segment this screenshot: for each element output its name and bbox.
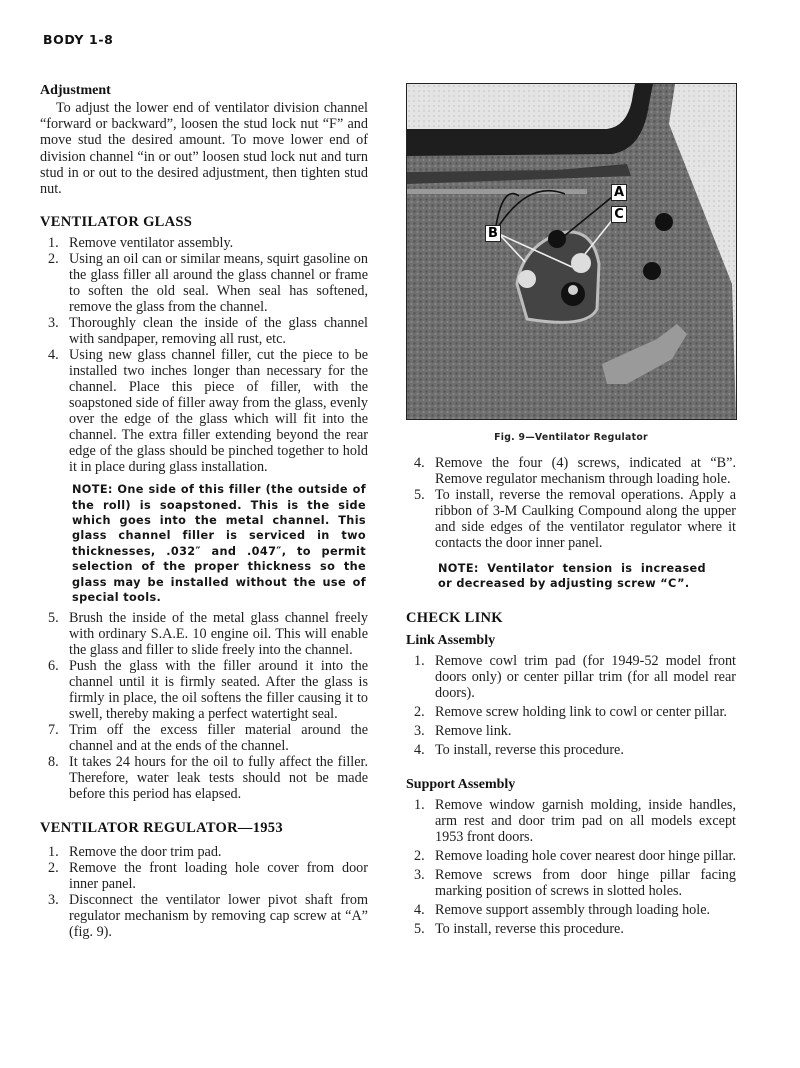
step-text: Using new glass channel filler, cut the piece to be installed two inches longer than necessary for the channel. Place this piece of filler, with the soapstoned side of filler away from the glass, evenly over the edge of the glass which will fit into the channel. The extra filler extending beyond the rear edge of the glass should be pinched together to hold it in place during glass installation. — [69, 347, 368, 476]
step-item — [40, 860, 368, 892]
screw-b-lower-left — [518, 270, 536, 288]
step-text: It takes 24 hours for the oil to fully affect the filler. Therefore, water leak tests should not be made before this period has elapsed. — [69, 754, 368, 803]
step-number: 1. — [48, 235, 59, 252]
ventilator-glass-heading: VENTILATOR GLASS — [40, 214, 193, 231]
step-number: 4. — [414, 741, 425, 758]
step-item — [406, 723, 736, 739]
step-number: 8. — [48, 754, 59, 771]
step-number: 5. — [48, 610, 59, 627]
step-item — [40, 722, 368, 754]
step-number: 3. — [48, 892, 59, 909]
ventilator-glass-note: NOTE: One side of this filler (the outside of the roll) is soapstoned. This is the side which goes into the metal channel. This glass channel filler is serviced in two thicknesses, .032″ and .047″, to permit selection of the proper thickness so the glass may be installed without the use of special tools. — [72, 483, 366, 605]
step-text: Remove loading hole cover nearest door hinge pillar. — [435, 847, 736, 864]
step-text: Using an oil can or similar means, squirt gasoline on the glass filler all around the glass channel or frame to soften the old seal. When seal has softened, remove the glass from the channel. — [69, 251, 368, 316]
pivot-shaft — [568, 285, 578, 295]
ventilator-glass-steps-a — [40, 235, 368, 475]
step-item — [40, 892, 368, 940]
callout-a: A — [611, 184, 627, 201]
step-item — [40, 347, 368, 475]
step-number: 3. — [414, 722, 425, 739]
step-item — [406, 902, 736, 918]
ventilator-glass-steps-b — [40, 610, 368, 802]
step-number: 4. — [414, 901, 425, 918]
step-text: Brush the inside of the metal glass channel freely with ordinary S.A.E. 10 engine oil. This will enable the glass and filler to slide freely into the channel. — [69, 610, 368, 659]
adjustment-text: To adjust the lower end of ventilator division channel “forward or backward”, loosen the stud lock nut “F” and move stud the desired amount. To move lower end of division channel “in or out” loosen stud lock nut and turn stud in or out to the desired adjustment, then tighten stud nut. — [40, 100, 368, 198]
step-number: 2. — [414, 703, 425, 720]
ventilator-regulator-photo — [406, 83, 737, 420]
screw-c — [571, 253, 591, 273]
step-item — [40, 610, 368, 658]
step-text: To install, reverse this procedure. — [435, 920, 624, 937]
step-item — [406, 742, 736, 758]
ventilator-regulator-steps-a — [40, 844, 368, 940]
step-item — [406, 487, 736, 551]
panel-hole-lower — [643, 262, 661, 280]
step-text: Remove support assembly through loading hole. — [435, 901, 711, 918]
step-number: 3. — [414, 866, 425, 883]
figure-caption: Fig. 9—Ventilator Regulator — [494, 432, 648, 443]
step-item — [406, 921, 736, 937]
step-text: Remove cowl trim pad (for 1949-52 model front doors only) or center pillar trim (for all model rear doors). — [435, 652, 736, 701]
step-text: Disconnect the ventilator lower pivot shaft from regulator mechanism by removing cap screw at “A” (fig. 9). — [69, 892, 368, 941]
step-item — [406, 797, 736, 845]
step-item — [40, 754, 368, 802]
step-text: Trim off the excess filler material around the channel and at the ends of the channel. — [69, 722, 368, 755]
ventilator-regulator-heading: VENTILATOR REGULATOR—1953 — [40, 820, 283, 837]
support-assembly-steps — [406, 797, 736, 937]
right-column — [406, 83, 736, 940]
step-number: 2. — [48, 860, 59, 877]
callout-b: B — [485, 225, 501, 242]
left-column — [40, 83, 368, 940]
panel-hole-upper — [655, 213, 673, 231]
link-assembly-steps — [406, 653, 736, 758]
cap-screw-hole-a — [548, 230, 566, 248]
step-text: Remove link. — [435, 722, 512, 739]
callout-c: C — [611, 206, 627, 223]
step-text: Remove window garnish molding, inside handles, arm rest and door trim pad on all models except 1953 front doors. — [435, 796, 736, 845]
page-header: BODY 1-8 — [43, 32, 114, 47]
check-link-heading: CHECK LINK — [406, 609, 503, 626]
step-item — [406, 653, 736, 701]
adjustment-heading: Adjustment — [40, 83, 111, 98]
step-number: 1. — [414, 652, 425, 669]
step-number: 7. — [48, 722, 59, 739]
step-item — [406, 455, 736, 487]
step-number: 6. — [48, 658, 59, 675]
step-number: 4. — [414, 455, 425, 471]
step-item — [40, 235, 368, 251]
step-number: 2. — [414, 847, 425, 864]
support-assembly-heading: Support Assembly — [406, 776, 516, 792]
step-text: Remove the door trim pad. — [69, 844, 222, 861]
step-item — [40, 844, 368, 860]
door-panel-illustration — [407, 84, 736, 419]
step-text: Remove ventilator assembly. — [69, 235, 234, 252]
step-item — [406, 704, 736, 720]
step-item — [40, 315, 368, 347]
step-text: Remove screws from door hinge pillar facing marking position of screws in slotted holes. — [435, 866, 736, 899]
ventilator-regulator-steps-b — [406, 455, 736, 551]
step-item — [406, 867, 736, 899]
step-number: 1. — [414, 796, 425, 813]
step-number: 5. — [414, 920, 425, 937]
step-number: 5. — [414, 487, 425, 503]
step-text: Remove screw holding link to cowl or center pillar. — [435, 703, 727, 720]
step-item — [406, 848, 736, 864]
step-number: 3. — [48, 315, 59, 332]
link-assembly-heading: Link Assembly — [406, 632, 496, 648]
step-text: Push the glass with the filler around it into the channel until it is firmly seated. After the glass is firmly in place, the oil softens the filler causing it to swell, thereby making a perfect watertight seal. — [69, 658, 368, 723]
step-number: 2. — [48, 251, 59, 268]
step-number: 4. — [48, 347, 59, 364]
step-text: Thoroughly clean the inside of the glass channel with sandpaper, removing all rust, etc. — [69, 315, 368, 348]
step-text: Remove the four (4) screws, indicated at “B”. Remove regulator mechanism through loading hole. — [435, 455, 736, 487]
ventilator-regulator-note: NOTE: Ventilator tension is increased or decreased by adjusting screw “C”. — [438, 562, 706, 591]
step-text: To install, reverse this procedure. — [435, 741, 624, 758]
step-item — [40, 658, 368, 722]
step-text: To install, reverse the removal operations. Apply a ribbon of 3-M Caulking Compound along the upper and side edges of the ventilator regulator where it contacts the door inner panel. — [435, 487, 736, 551]
step-number: 1. — [48, 844, 59, 861]
step-item — [40, 251, 368, 315]
step-text: Remove the front loading hole cover from door inner panel. — [69, 860, 368, 893]
